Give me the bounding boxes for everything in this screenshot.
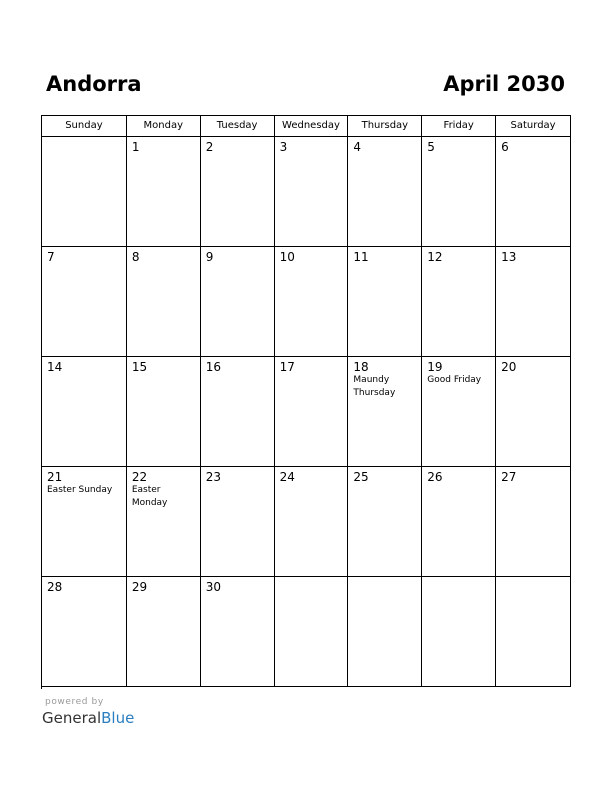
weekday-header-row bbox=[42, 116, 571, 137]
day-cell bbox=[42, 247, 127, 357]
day-cell bbox=[42, 357, 127, 467]
weekday-header-thursday: Thursday bbox=[348, 116, 422, 137]
logo-text-general: General bbox=[42, 709, 102, 727]
day-cell bbox=[201, 247, 275, 357]
week-row-3 bbox=[42, 357, 571, 467]
day-cell bbox=[422, 137, 496, 247]
day-cell bbox=[127, 137, 201, 247]
day-cell bbox=[496, 577, 571, 687]
day-cell bbox=[496, 137, 571, 247]
week-row-2 bbox=[42, 247, 571, 357]
day-cell bbox=[422, 247, 496, 357]
week-row-4 bbox=[42, 467, 571, 577]
day-cell bbox=[348, 467, 422, 577]
day-number: 12 bbox=[427, 250, 443, 264]
week-row-1 bbox=[42, 137, 571, 247]
calendar-grid bbox=[41, 115, 571, 689]
day-number: 24 bbox=[279, 470, 295, 484]
day-number: 11 bbox=[353, 250, 369, 264]
holiday-label: Maundy Thursday bbox=[353, 375, 396, 398]
week-row-5 bbox=[42, 577, 571, 687]
logo-text-blue: Blue bbox=[101, 709, 135, 727]
day-number: 30 bbox=[205, 580, 221, 594]
holiday-label: Easter Monday bbox=[131, 485, 168, 508]
day-number: 6 bbox=[501, 140, 509, 154]
weekday-header-friday: Friday bbox=[422, 116, 496, 137]
day-number: 19 bbox=[427, 360, 443, 374]
day-number: 3 bbox=[279, 140, 288, 154]
powered-by-label: powered by bbox=[45, 697, 104, 707]
day-cell bbox=[496, 357, 571, 467]
day-cell bbox=[127, 577, 201, 687]
day-number: 7 bbox=[47, 250, 55, 264]
holiday-label: Easter Sunday bbox=[47, 485, 113, 495]
day-number: 5 bbox=[427, 140, 435, 154]
day-cell bbox=[275, 577, 349, 687]
day-number: 8 bbox=[131, 250, 140, 264]
day-number: 26 bbox=[427, 470, 443, 484]
day-number: 21 bbox=[47, 470, 63, 484]
day-cell bbox=[422, 467, 496, 577]
day-number: 16 bbox=[205, 360, 221, 374]
day-number: 28 bbox=[47, 580, 63, 594]
day-cell bbox=[348, 577, 422, 687]
day-cell bbox=[496, 247, 571, 357]
day-number: 22 bbox=[131, 470, 148, 484]
day-cell bbox=[275, 137, 349, 247]
day-number: 23 bbox=[205, 470, 221, 484]
country-title: Andorra bbox=[46, 72, 142, 96]
day-number: 10 bbox=[279, 250, 295, 264]
day-number: 1 bbox=[131, 140, 140, 154]
day-number: 29 bbox=[131, 580, 148, 594]
day-number: 2 bbox=[205, 140, 214, 154]
day-cell bbox=[201, 357, 275, 467]
day-cell bbox=[275, 357, 349, 467]
day-cell bbox=[42, 137, 127, 247]
day-number: 25 bbox=[353, 470, 369, 484]
day-number: 18 bbox=[353, 360, 369, 374]
day-number: 13 bbox=[501, 250, 517, 264]
day-number: 27 bbox=[501, 470, 517, 484]
day-cell bbox=[127, 247, 201, 357]
day-number: 20 bbox=[501, 360, 517, 374]
day-cell bbox=[348, 357, 422, 467]
day-cell bbox=[275, 467, 349, 577]
day-cell bbox=[201, 137, 275, 247]
weekday-header-monday: Monday bbox=[127, 116, 201, 137]
weekday-header-saturday: Saturday bbox=[496, 116, 571, 137]
day-cell bbox=[348, 247, 422, 357]
day-cell bbox=[348, 137, 422, 247]
month-year-title: April 2030 bbox=[443, 72, 565, 96]
day-number: 17 bbox=[279, 360, 295, 374]
day-number: 9 bbox=[205, 250, 214, 264]
day-cell bbox=[201, 577, 275, 687]
generalblue-logo[interactable] bbox=[42, 708, 134, 728]
day-number: 4 bbox=[353, 140, 362, 154]
weekday-header-tuesday: Tuesday bbox=[201, 116, 275, 137]
day-cell bbox=[42, 577, 127, 687]
day-cell bbox=[422, 577, 496, 687]
holiday-label: Good Friday bbox=[427, 375, 482, 385]
weekday-header-sunday: Sunday bbox=[42, 116, 127, 137]
day-number: 15 bbox=[131, 360, 148, 374]
day-cell bbox=[422, 357, 496, 467]
day-cell bbox=[496, 467, 571, 577]
day-cell bbox=[201, 467, 275, 577]
day-cell bbox=[42, 467, 127, 577]
weekday-header-wednesday: Wednesday bbox=[275, 116, 349, 137]
day-cell bbox=[127, 467, 201, 577]
day-number: 14 bbox=[47, 360, 63, 374]
day-cell bbox=[275, 247, 349, 357]
day-cell bbox=[127, 357, 201, 467]
